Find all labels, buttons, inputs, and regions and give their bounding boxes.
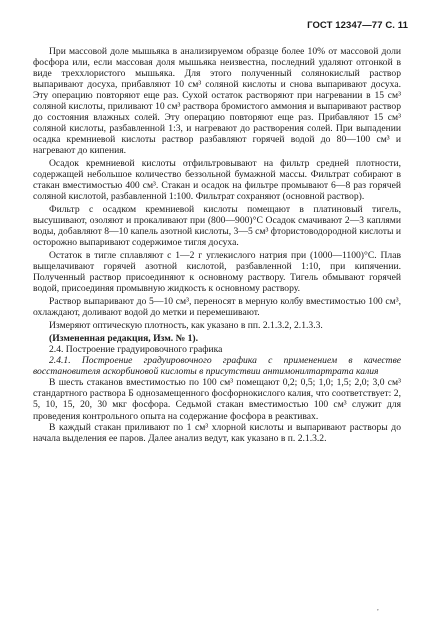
paragraph-silicic-acid-filtration: Осадок кремниевой кислоты отфильтровывают на фильтр средней плотности, содержащей небольшое количество беззольной бумажной массы. Фильтрат собирают в стакан вместимостью 400 см³. Стакан и осадок на фильтре промывают 6—8 раз горячей соляной кислотой, разбавленной 1:100. Фильтрат сохраняют (основной раствор). [33, 158, 401, 203]
paragraph-optical-density: Измеряют оптическую плотность, как указано в пп. 2.1.3.2, 2.1.3.3. [49, 320, 323, 332]
page-header: ГОСТ 12347—77 С. 11 [307, 20, 408, 31]
paragraph-perchloric-acid: В каждый стакан приливают по 1 см³ хлорной кислоты и выпаривают растворы до начала выделения ее паров. Далее анализ ведут, как указано в п. 2.1.3.2. [33, 421, 401, 444]
subsection-heading-2-4-1: 2.4.1. Построение градуировочного графика с применением в качестве восстановителя аскорбиновой кислоты в присутствии антимонилтартрата калия [33, 355, 401, 378]
paragraph-evaporation: Раствор выпаривают до 5—10 см³, переносят в мерную колбу вместимостью 100 см³, охлаждают, доливают водой до метки и перемешивают. [33, 296, 401, 319]
scan-mark: , [377, 604, 379, 612]
paragraph-sodium-carbonate-fusion: Остаток в тигле сплавляют с 1—2 г углекислого натрия при (1000—1100)°С. Плав выщелачивают горячей азотной кислотой, разбавленной 1:10, при кипячении. Полученный раствор присоединяют к основному раствору. Тигель обмывают горячей водой, присоединяя промывную жидкость к основному раствору. [33, 250, 401, 295]
paragraph-six-beakers: В шесть стаканов вместимостью по 100 см³ помещают 0,2; 0,5; 1,0; 1,5; 2,0; 3,0 см³ стандартного раствора Б однозамещенного фосфорнокислого калия, что соответствует: 2, 5, 10, 15, 20, 30 мкг фосфора. Седьмой стакан вместимостью 100 см³ служит для проведения контрольного опыта на содержание фосфора в реактивах. [33, 377, 401, 422]
paragraph-arsenic-removal: При массовой доле мышьяка в анализируемом образце более 10% от массовой доли фосфора или, если массовая доля мышьяка неизвестна, последний удаляют отгонкой в виде треххлористого мышьяка. Для этого полученный солянокислый раствор выпаривают досуха, прибавляют 10 см³ соляной кислоты и снова выпаривают досуха. Эту операцию повторяют еще раз. Сухой остаток растворяют при нагревании в 15 см³ соляной кислоты, приливают 10 см³ раствора бромистого аммония и выпаривают раствор до состояния влажных солей. Эту операцию повторяют еще раз. Прибавляют 15 см³ соляной кислоты, разбавленной 1:3, и нагревают до растворения солей. При выпадении осадка кремниевой кислоты раствор разбавляют горячей водой до 80—100 см³ и нагревают до кипения. [33, 46, 401, 157]
section-heading-2-4: 2.4. Построение градуировочного графика [49, 344, 223, 356]
paragraph-platinum-crucible: Фильтр с осадком кремниевой кислоты помещают в платиновый тигель, высушивают, озоляют и прокаливают при (800—900)°С Осадок смачивают 2—3 каплями воды, добавляют 8—10 капель азотной кислоты, 3—5 см³ фтористоводородной кислоты и осторожно выпаривают содержимое тигля досуха. [33, 204, 401, 249]
paragraph-amendment-note: (Измененная редакция, Изм. № 1). [49, 333, 199, 345]
document-body [33, 46, 401, 444]
